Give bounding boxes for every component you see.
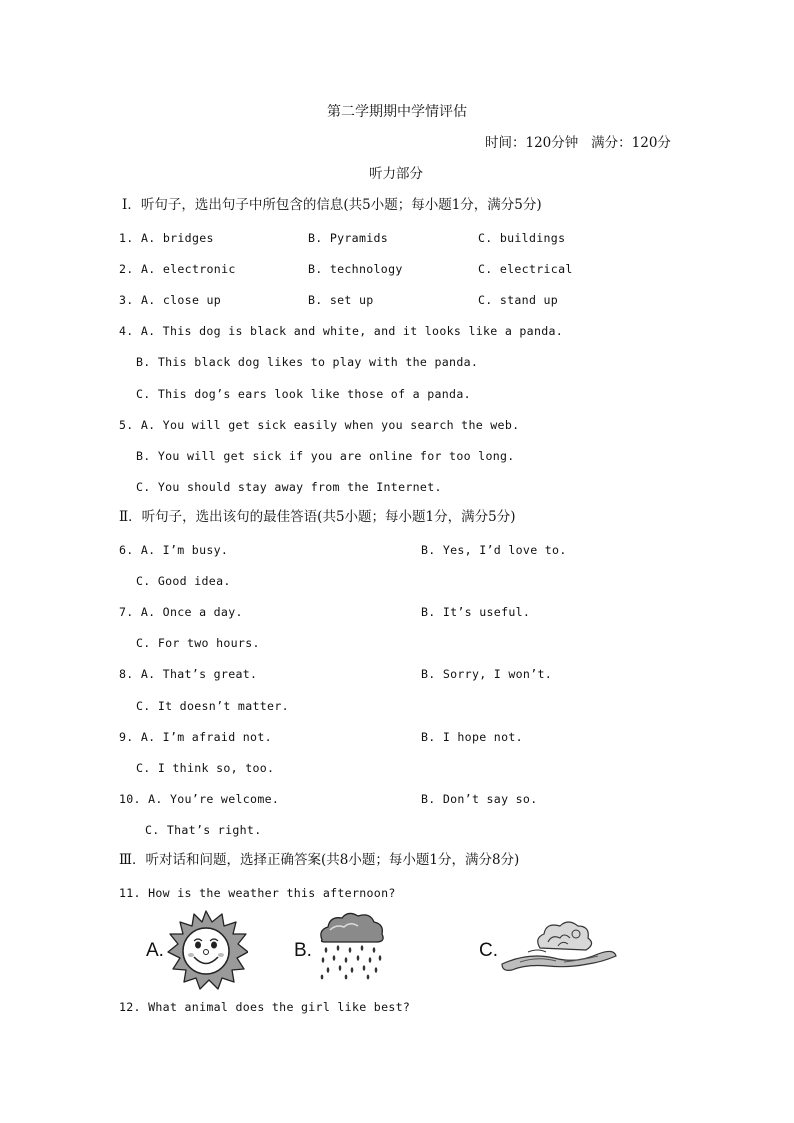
part2-heading: Ⅱ．听句子，选出该句的最佳答语(共5小题；每小题1分，满分5分) — [119, 509, 516, 525]
q3-number: 3. — [119, 293, 134, 307]
q6-option-c: C. Good idea. — [136, 574, 231, 588]
q1-option-c: C. buildings — [478, 231, 566, 245]
q7-option-b: B. It’s useful. — [421, 605, 531, 619]
rain-cloud-icon — [316, 910, 386, 980]
q5-option-b: B. You will get sick if you are online for too long. — [136, 449, 515, 463]
q6-option-a: 6. A. I’m busy. — [119, 543, 229, 557]
q3-option-c: C. stand up — [478, 293, 559, 307]
section-name: 听力部分 — [369, 166, 423, 182]
q5-option-a: 5. A. You will get sick easily when you search the web. — [119, 418, 520, 432]
q1-option-a: A. bridges — [141, 231, 214, 245]
sun-icon — [164, 910, 248, 990]
q10-option-c: C. That’s right. — [145, 823, 262, 837]
q9-option-a: 9. A. I’m afraid not. — [119, 730, 272, 744]
q2-number: 2. — [119, 262, 134, 276]
time-score-info: 时间：120分钟 满分：120分 — [485, 135, 671, 151]
q11-label-c: C. — [479, 940, 498, 961]
q10-option-b: B. Don’t say so. — [421, 792, 538, 806]
q8-option-c: C. It doesn’t matter. — [136, 699, 289, 713]
q11-question: 11. How is the weather this afternoon? — [119, 886, 396, 900]
q2-option-a: A. electronic — [141, 262, 236, 276]
q2-option-c: C. electrical — [478, 262, 573, 276]
q9-option-b: B. I hope not. — [421, 730, 523, 744]
q7-option-c: C. For two hours. — [136, 636, 260, 650]
q4-option-b: B. This black dog likes to play with the panda. — [136, 355, 479, 369]
q8-option-b: B. Sorry, I won’t. — [421, 667, 553, 681]
q1-option-b: B. Pyramids — [308, 231, 389, 245]
q3-option-a: A. close up — [141, 293, 222, 307]
q11-label-b: B. — [294, 940, 312, 961]
exam-title: 第二学期期中学情评估 — [327, 104, 467, 120]
q6-option-b: B. Yes, I’d love to. — [421, 543, 567, 557]
q11-label-a: A. — [146, 940, 164, 961]
wind-cloud-icon — [498, 918, 618, 978]
q4-option-a: 4. A. This dog is black and white, and it looks like a panda. — [119, 324, 564, 338]
q4-option-c: C. This dog’s ears look like those of a panda. — [136, 387, 471, 401]
q7-option-a: 7. A. Once a day. — [119, 605, 243, 619]
q2-option-b: B. technology — [308, 262, 403, 276]
q3-option-b: B. set up — [308, 293, 374, 307]
q8-option-a: 8. A. That’s great. — [119, 667, 258, 681]
part3-heading: Ⅲ．听对话和问题，选择正确答案(共8小题；每小题1分，满分8分) — [119, 852, 520, 868]
q5-option-c: C. You should stay away from the Internet. — [136, 480, 442, 494]
part1-heading: Ⅰ．听句子，选出句子中所包含的信息(共5小题；每小题1分，满分5分) — [122, 197, 542, 213]
q1-number: 1. — [119, 231, 134, 245]
q9-option-c: C. I think so, too. — [136, 761, 275, 775]
q12-question: 12. What animal does the girl like best? — [119, 1000, 411, 1014]
q10-option-a: 10. A. You’re welcome. — [119, 792, 280, 806]
